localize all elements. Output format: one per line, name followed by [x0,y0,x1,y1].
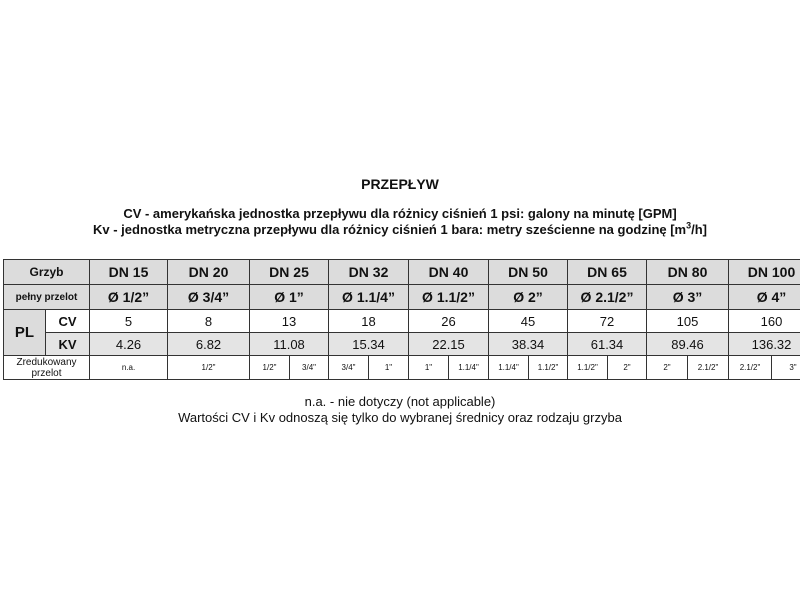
reduced-value: 3/4" [329,356,369,380]
subtitle-kv-suffix: /h] [691,222,708,237]
kv-value: 61.34 [568,333,647,356]
reduced-value: 1/2" [250,356,290,380]
cv-value: 18 [329,310,409,333]
header-dn: DN 20 [168,260,250,285]
header-diameter: Ø 2” [489,285,568,310]
label-pl: PL [4,310,46,356]
label-zredukowany-przelot: Zredukowany przelot [4,356,90,380]
kv-row [4,333,800,356]
kv-value: 11.08 [250,333,329,356]
reduced-value: 2" [647,356,688,380]
cv-value: 45 [489,310,568,333]
header-row-diameter [4,285,800,310]
reduced-value: 1.1/4" [449,356,489,380]
cv-value: 5 [90,310,168,333]
kv-value: 136.32 [729,333,800,356]
reduced-value: 2.1/2" [688,356,729,380]
cv-value: 13 [250,310,329,333]
cv-value: 8 [168,310,250,333]
cv-row [4,310,800,333]
reduced-value: n.a. [90,356,168,380]
reduced-value: 1" [409,356,449,380]
header-dn: DN 100 [729,260,800,285]
reduced-value: 1/2" [168,356,250,380]
label-cv: CV [46,310,90,333]
reduced-value: 1.1/4" [489,356,529,380]
header-diameter: Ø 2.1/2” [568,285,647,310]
header-dn: DN 50 [489,260,568,285]
header-dn: DN 32 [329,260,409,285]
header-diameter: Ø 3/4” [168,285,250,310]
header-diameter: Ø 1.1/2” [409,285,489,310]
cv-value: 72 [568,310,647,333]
reduced-value: 3" [772,356,800,380]
flow-table [3,259,800,380]
kv-value: 15.34 [329,333,409,356]
reduced-value: 3/4" [290,356,329,380]
header-row-dn [4,260,800,285]
subtitle-cv: CV - amerykańska jednostka przepływu dla różnicy ciśnień 1 psi: galony na minutę [GPM] [123,206,677,221]
footnote-info: Wartości CV i Kv odnoszą się tylko do wybranej średnicy oraz rodzaju grzyba [178,410,622,425]
kv-value: 6.82 [168,333,250,356]
reduced-value: 1.1/2" [568,356,608,380]
header-dn: DN 15 [90,260,168,285]
reduced-value: 2.1/2" [729,356,772,380]
reduced-row [4,356,800,380]
header-diameter: Ø 1/2” [90,285,168,310]
footnote-na: n.a. - nie dotyczy (not applicable) [304,394,496,409]
kv-value: 22.15 [409,333,489,356]
header-dn: DN 65 [568,260,647,285]
cv-value: 105 [647,310,729,333]
subtitle-kv [0,222,800,238]
reduced-value: 2" [608,356,647,380]
header-diameter: Ø 3” [647,285,729,310]
kv-value: 4.26 [90,333,168,356]
label-grzyb: Grzyb [4,260,90,285]
header-dn: DN 80 [647,260,729,285]
header-diameter: Ø 1.1/4” [329,285,409,310]
kv-value: 38.34 [489,333,568,356]
reduced-value: 1" [369,356,409,380]
subtitle-kv-sup: 3 [686,220,692,231]
header-dn: DN 25 [250,260,329,285]
page-title: PRZEPŁYW [361,176,439,192]
reduced-value: 1.1/2" [529,356,568,380]
cv-value: 26 [409,310,489,333]
kv-value: 89.46 [647,333,729,356]
label-kv: KV [46,333,90,356]
cv-value: 160 [729,310,800,333]
header-dn: DN 40 [409,260,489,285]
header-diameter: Ø 4” [729,285,800,310]
header-diameter: Ø 1” [250,285,329,310]
label-pelny-przelot: pełny przelot [4,285,90,310]
subtitle-kv-prefix: Kv - jednostka metryczna przepływu dla różnicy ciśnień 1 bara: metry sześcienne na godzinę [m [92,222,687,237]
